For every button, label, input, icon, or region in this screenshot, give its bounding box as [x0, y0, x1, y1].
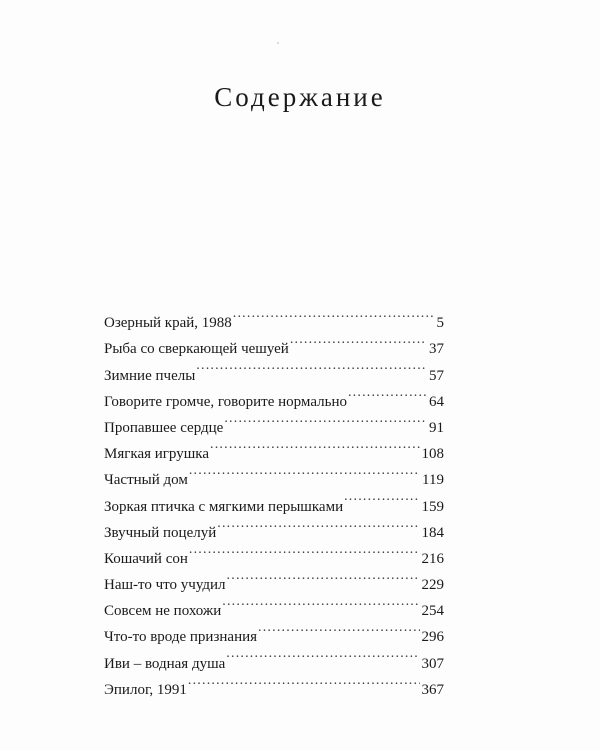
toc-leader-dots: [196, 353, 427, 379]
toc-entry-title: Зоркая птичка с мягкими перышками: [104, 498, 344, 515]
toc-entry-title: Озерный край, 1988: [104, 315, 232, 332]
toc-entry-page: 91: [429, 419, 444, 436]
toc-entry: [104, 301, 444, 332]
toc-entry-title: Наш-то что учудил: [104, 577, 226, 594]
toc-entry-page: 216: [421, 550, 444, 567]
toc-entry-page: 307: [421, 655, 444, 672]
toc-leader-dots: [258, 615, 419, 641]
toc-entry-title: Пропавшее сердце: [104, 419, 224, 436]
toc-leader-dots: [226, 641, 419, 667]
toc-leader-dots: [344, 484, 419, 510]
toc-entry-title: Мягкая игрушка: [104, 446, 210, 463]
toc-entry-page: 254: [421, 603, 444, 620]
toc-entry-title: Говорите громче, говорите нормально: [104, 393, 347, 410]
toc-leader-dots: [217, 511, 419, 537]
toc-leader-dots: [188, 668, 420, 694]
toc-entry-title: Рыба со сверкающей чешуей: [104, 341, 289, 358]
toc-entry-title: Совсем не похожи: [104, 603, 222, 620]
toc-entry-page: 64: [429, 393, 444, 410]
toc-entry-title: Эпилог, 1991: [104, 681, 187, 698]
toc-leader-dots: [189, 458, 420, 484]
table-of-contents: [104, 301, 444, 698]
toc-entry-title: Звучный поцелуй: [104, 524, 217, 541]
toc-leader-dots: [222, 589, 419, 615]
page-speck: [277, 42, 279, 44]
toc-entry-page: 296: [421, 629, 444, 646]
toc-entry-page: 5: [436, 315, 444, 332]
toc-leader-dots: [210, 432, 419, 458]
toc-entry-page: 119: [422, 472, 444, 489]
page-title: Содержание: [214, 82, 386, 112]
toc-entry-page: 367: [421, 681, 444, 698]
toc-entry-page: 108: [421, 446, 444, 463]
toc-leader-dots: [224, 406, 427, 432]
toc-entry-title: Частный дом: [104, 472, 188, 489]
toc-entry-page: 57: [429, 367, 444, 384]
toc-leader-dots: [290, 327, 427, 353]
toc-leader-dots: [348, 380, 427, 406]
toc-entry-title: Что-то вроде признания: [104, 629, 258, 646]
toc-entry-title: Кошачий сон: [104, 550, 188, 567]
toc-entry-page: 159: [421, 498, 444, 515]
toc-entry-title: Зимние пчелы: [104, 367, 196, 384]
toc-entry-page: 229: [421, 577, 444, 594]
toc-entry-title: Иви – водная душа: [104, 655, 226, 672]
toc-leader-dots: [233, 301, 435, 327]
toc-leader-dots: [189, 537, 420, 563]
toc-leader-dots: [227, 563, 420, 589]
toc-entry-page: 37: [429, 341, 444, 358]
toc-entry-page: 184: [421, 524, 444, 541]
